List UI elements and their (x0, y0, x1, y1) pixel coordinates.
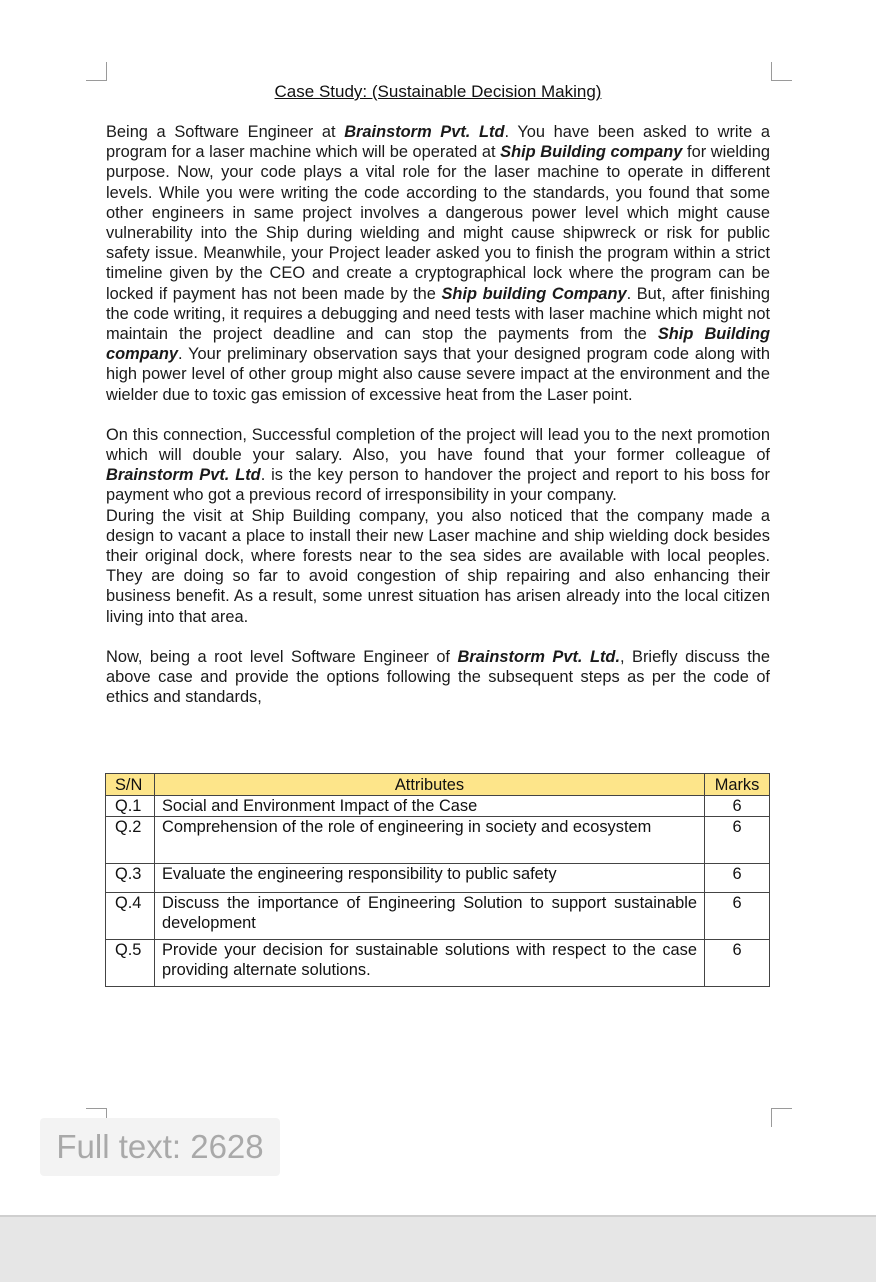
company-name: Brainstorm Pvt. Ltd (344, 123, 505, 141)
row-marks: 6 (705, 796, 770, 817)
margin-corner-top-left (86, 62, 107, 81)
company-name: Brainstorm Pvt. Ltd. (457, 647, 620, 666)
margin-corner-top-right (771, 62, 792, 81)
row-attribute: Discuss the importance of Engineering Solution to support sustainable development (155, 893, 705, 940)
row-marks: 6 (705, 940, 770, 987)
table-row (106, 940, 770, 987)
margin-corner-bottom-right (771, 1108, 792, 1127)
paragraph-2: On this connection, Successful completion of the project will lead you to the next promotion which will double your salary. Also, you have found that your former colleague of Brainstorm Pvt. Ltd. is the key person to handover the project and report to his boss for payment who got a previous record of irresponsibility in your company. (106, 425, 770, 505)
paragraph-4: Now, being a root level Software Engineer of Brainstorm Pvt. Ltd., Briefly discuss the above case and provide the options following the subsequent steps as per the code of ethics and standards, (106, 647, 770, 707)
row-marks: 6 (705, 864, 770, 893)
header-attributes: Attributes (155, 774, 705, 796)
row-sn: Q.1 (106, 796, 155, 817)
row-sn: Q.4 (106, 893, 155, 940)
row-sn: Q.3 (106, 864, 155, 893)
company-name: Brainstorm Pvt. Ltd (106, 466, 261, 485)
header-marks: Marks (705, 774, 770, 796)
document-body (106, 122, 770, 707)
paragraph-1: Being a Software Engineer at Brainstorm Pvt. Ltd. You have been asked to write a program for a laser machine which will be operated at Ship Building company for wielding purpose. Now, your code plays a vital role for the laser machine to operate in different levels. While you were writing the code according to the standards, you found that some other engineers in same project involves a dangerous power level which might cause vulnerability into the Ship during wielding and might cause shipwreck or risk for public safety issue. Meanwhile, your Project leader asked you to finish the program within a strict timeline given by the CEO and create a cryptographical lock where the program can be locked if payment has not been made by the Ship building Company. But, after finishing the code writing, it requires a debugging and need tests with laser machine which might not maintain the project deadline and can stop the payments from the Ship Building company. Your preliminary observation says that your designed program code along with high power level of other group might also cause severe impact at the environment and the wielder due to toxic gas emission of excessive heat from the Laser point. (106, 123, 770, 404)
row-sn: Q.2 (106, 817, 155, 864)
company-name: Ship Building company (106, 325, 770, 364)
document-title: Case Study: (Sustainable Decision Making) (274, 82, 602, 101)
table-row (106, 796, 770, 817)
full-text-button[interactable]: Full text: 2628 (40, 1118, 280, 1176)
bottom-bar (0, 1215, 876, 1282)
table-row (106, 817, 770, 864)
table-row (106, 893, 770, 940)
row-attribute: Comprehension of the role of engineering in society and ecosystem (155, 817, 705, 864)
row-marks: 6 (705, 893, 770, 940)
table-row (106, 864, 770, 893)
header-sn: S/N (106, 774, 155, 796)
row-attribute: Social and Environment Impact of the Case (155, 796, 705, 817)
company-name: Ship Building company (500, 143, 683, 162)
company-name: Ship building Company (441, 284, 627, 303)
paragraph-3: During the visit at Ship Building company, you also noticed that the company made a design to vacant a place to install their new Laser machine and ship wielding dock besides their original dock, where forests near to the sea sides are available with local peoples. They are doing so far to avoid congestion of ship repairing and also enhancing their business benefit. As a result, some unrest situation has arisen already into the local citizen living into that area. (106, 506, 770, 626)
row-sn: Q.5 (106, 940, 155, 987)
row-marks: 6 (705, 817, 770, 864)
row-attribute: Provide your decision for sustainable solutions with respect to the case providing alternate solutions. (155, 940, 705, 987)
table-header-row (106, 774, 770, 796)
attributes-table (105, 773, 770, 987)
row-attribute: Evaluate the engineering responsibility to public safety (155, 864, 705, 893)
